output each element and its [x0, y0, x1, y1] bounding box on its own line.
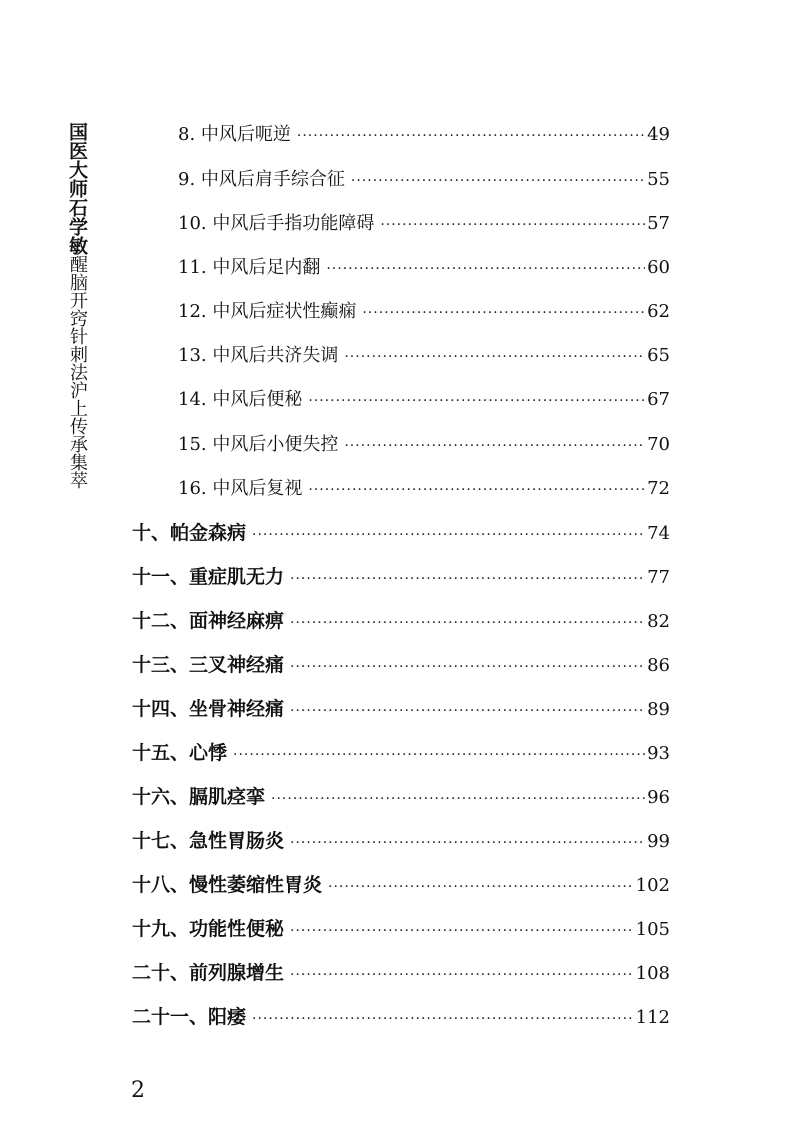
toc-entry-title: 十二、面神经麻痹	[132, 610, 285, 632]
dot-leader	[290, 923, 634, 939]
toc-entry-page: 99	[647, 831, 670, 852]
toc-entry-title: 十五、心悸	[132, 742, 228, 764]
toc-entry[interactable]	[132, 694, 670, 724]
toc-entry[interactable]	[178, 120, 670, 150]
toc-entry-title: 11. 中风后足内翻	[178, 257, 321, 278]
dot-leader	[308, 482, 645, 498]
toc-entry-page: 82	[647, 611, 670, 632]
dot-leader	[290, 835, 645, 851]
toc-entry-page: 70	[647, 434, 670, 455]
toc-entry[interactable]	[132, 650, 670, 680]
toc-entry[interactable]	[132, 782, 670, 812]
dot-leader	[252, 1011, 634, 1027]
toc-entry-title: 十九、功能性便秘	[132, 918, 285, 940]
dot-leader	[290, 571, 645, 587]
dot-leader	[308, 393, 645, 409]
toc-entry[interactable]	[132, 826, 670, 856]
toc-entry-title: 十三、三叉神经痛	[132, 654, 285, 676]
toc-entry-page: 102	[635, 875, 670, 896]
toc-entry-title: 十七、急性胃肠炎	[132, 830, 285, 852]
toc-entry-title: 16. 中风后复视	[178, 478, 303, 499]
toc-entry[interactable]	[132, 738, 670, 768]
toc-entry-title: 8. 中风后呃逆	[178, 124, 291, 145]
toc-entry[interactable]	[178, 297, 670, 327]
toc-entry-page: 65	[647, 345, 670, 366]
toc-entry-title: 十八、慢性萎缩性胃炎	[132, 874, 323, 896]
dot-leader	[290, 703, 645, 719]
toc-entry[interactable]	[132, 606, 670, 636]
toc-entry-title: 十、帕金森病	[132, 522, 247, 544]
toc-entry[interactable]	[132, 518, 670, 548]
toc-entry[interactable]	[132, 1002, 670, 1032]
dot-leader	[362, 305, 645, 321]
dot-leader	[271, 791, 645, 807]
toc-entry-title: 二十、前列腺增生	[132, 962, 285, 984]
dot-leader	[290, 659, 645, 675]
toc-entry-title: 9. 中风后肩手综合征	[178, 169, 345, 190]
toc-entry-title: 十六、膈肌痉挛	[132, 786, 266, 808]
dot-leader	[297, 128, 645, 144]
toc-entry-page: 62	[647, 301, 670, 322]
toc-entry-title: 十四、坐骨神经痛	[132, 698, 285, 720]
toc-entry-page: 105	[635, 919, 670, 940]
toc-entry-page: 112	[635, 1007, 670, 1028]
toc-entry-page: 74	[647, 523, 670, 544]
toc-entry-page: 57	[647, 213, 670, 234]
toc-entry-page: 108	[635, 963, 670, 984]
toc-entry-title: 二十一、阳痿	[132, 1006, 247, 1028]
dot-leader	[326, 261, 645, 277]
toc-entry-title: 14. 中风后便秘	[178, 389, 303, 410]
toc-entry[interactable]	[132, 562, 670, 592]
toc-entry-page: 49	[647, 124, 670, 145]
dot-leader	[351, 173, 645, 189]
toc-entry-title: 十一、重症肌无力	[132, 566, 285, 588]
toc-entry-title: 13. 中风后共济失调	[178, 345, 339, 366]
toc-entry-page: 89	[647, 699, 670, 720]
toc-entry-title: 12. 中风后症状性癫痫	[178, 301, 357, 322]
running-header-normal: 醒脑开窍针刺法沪上传承集萃	[67, 255, 88, 489]
toc-entry[interactable]	[178, 430, 670, 460]
toc-entry-page: 77	[647, 567, 670, 588]
dot-leader	[328, 879, 634, 895]
toc-entry-page: 86	[647, 655, 670, 676]
toc-entry[interactable]	[178, 165, 670, 195]
running-header-bold: 国医大师石学敏	[66, 122, 88, 255]
toc-entry[interactable]	[178, 474, 670, 504]
dot-leader	[233, 747, 645, 763]
dot-leader	[290, 967, 634, 983]
toc-entry-page: 96	[647, 787, 670, 808]
dot-leader	[344, 349, 645, 365]
toc-entry-title: 10. 中风后手指功能障碍	[178, 213, 375, 234]
toc-entry-page: 60	[647, 257, 670, 278]
toc-entry[interactable]	[132, 870, 670, 900]
toc-entry-page: 72	[647, 478, 670, 499]
dot-leader	[252, 527, 645, 543]
toc-entry-page: 93	[647, 743, 670, 764]
toc-entry-page: 55	[647, 169, 670, 190]
toc-entry[interactable]	[132, 958, 670, 988]
dot-leader	[380, 217, 645, 233]
toc-entry-title: 15. 中风后小便失控	[178, 434, 339, 455]
toc-entry[interactable]	[178, 253, 670, 283]
dot-leader	[290, 615, 645, 631]
toc-entry[interactable]	[178, 341, 670, 371]
page-number: 2	[131, 1078, 145, 1103]
toc-entry[interactable]	[178, 209, 670, 239]
toc-entry[interactable]	[132, 914, 670, 944]
toc-entry-page: 67	[647, 389, 670, 410]
toc-entry[interactable]	[178, 385, 670, 415]
running-header-vertical	[64, 122, 90, 489]
dot-leader	[344, 438, 645, 454]
